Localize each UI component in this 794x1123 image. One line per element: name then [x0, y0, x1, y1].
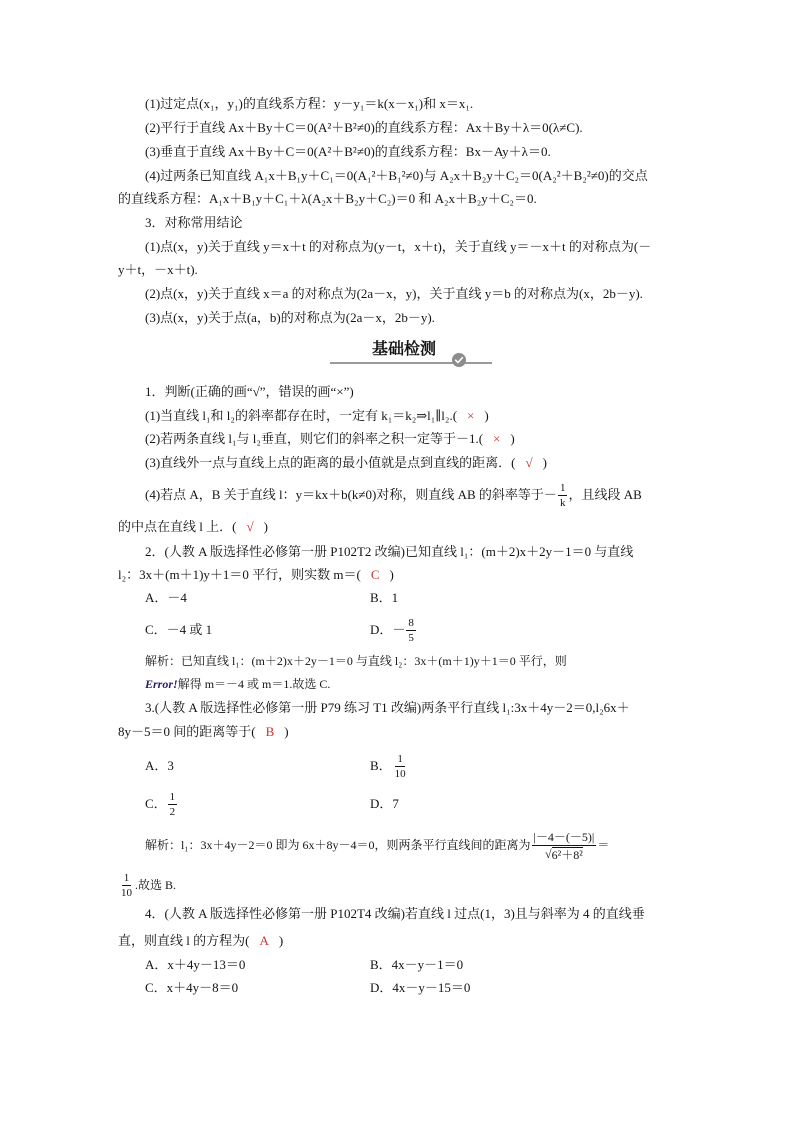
- fraction-denominator: 5: [408, 631, 414, 644]
- q1-item-3-text: (3)直线外一点与直线上点的距离的最小值就是点到直线的距离．(: [145, 455, 516, 470]
- q3-analysis-equals: ＝: [597, 838, 610, 852]
- radical-sign: √: [545, 846, 552, 861]
- q1-item-3-answer: √: [525, 455, 533, 470]
- q4-answer: A: [259, 933, 269, 948]
- fraction-numerator: 1: [559, 481, 566, 494]
- fraction-numerator: 1: [169, 790, 176, 803]
- q3-option-b-prefix: B．: [370, 758, 392, 773]
- q4-option-b-text: B．4x－y－1＝0: [370, 957, 464, 972]
- q3-option-c: [145, 787, 178, 821]
- q2-option-a-text: A．－4: [145, 590, 187, 605]
- q3-stem-text-2: 8y－5＝0 间的距离等于(: [118, 724, 256, 739]
- q3-analysis-text-2: .故选 B.: [135, 878, 177, 892]
- q3-option-a: [145, 756, 174, 776]
- check-circle-icon: [452, 353, 466, 367]
- system-eq-item-4-text-1: (4)过两条已知直线 A₁x＋B₁y＋C₁＝0(A₁²＋B₁²≠0)与 A₂x＋B₂y＋C₂＝0(A₂²＋B₂²≠0)的交点: [145, 168, 648, 183]
- symmetry-item-3-text: (3)点(x，y)关于点(a，b)的对称点为(2a－x，2b－y).: [145, 310, 435, 325]
- q1-item-4-fraction: [558, 481, 568, 510]
- q1-item-3-close: ): [542, 455, 547, 470]
- q2-answer: C: [370, 567, 380, 582]
- system-eq-item-4-text-2: 的直线系方程：A₁x＋B₁y＋C₁＋λ(A₂x＋B₂y＋C₂)＝0 和 A₂x＋B₂y＋C₂＝0.: [118, 191, 537, 206]
- q3-analysis-result-fraction: [119, 871, 134, 900]
- q1-item-1-text: (1)当直线 l₁和 l₂的斜率都存在时，一定有 k₁＝k₂⇒l₁∥l₂.(: [145, 408, 458, 423]
- fraction-numerator: |－4－(－5)|: [533, 829, 595, 844]
- q2-close: ): [389, 567, 394, 582]
- section-divider: [330, 362, 492, 364]
- q4-close: ): [278, 933, 284, 948]
- q4-option-b: [370, 955, 463, 975]
- q1-item-1: [145, 406, 489, 426]
- q3-analysis-distance-fraction: [532, 829, 597, 862]
- q1-item-4-line-1: [145, 478, 642, 512]
- q2-stem-line-1: [145, 542, 633, 562]
- symmetry-item-1-line-1: [145, 237, 651, 257]
- symmetry-item-2-text: (2)点(x，y)关于直线 x＝a 的对称点为(2a－x，y)，关于直线 y＝b 的对称点为(x，2b－y).: [145, 286, 643, 301]
- q3-stem-text-1: 3.(人教 A 版选择性必修第一册 P79 练习 T1 改编)两条平行直线 l₁:3x＋4y－2＝0,l₂6x＋: [145, 700, 630, 715]
- q2-stem-text-2: l₂：3x＋(m＋1)y＋1＝0 平行，则实数 m＝(: [118, 567, 361, 582]
- q3-option-d: [370, 794, 399, 814]
- q2-stem-line-2: [118, 565, 394, 585]
- q4-stem-line-2: [118, 931, 283, 951]
- q4-option-d: [370, 978, 470, 998]
- symmetry-item-1-text-1: (1)点(x，y)关于直线 y＝x＋t 的对称点为(y－t，x＋t)，关于直线 y＝－x＋t 的对称点为(－: [145, 239, 652, 254]
- system-eq-item-4-line-1: [145, 166, 648, 186]
- q4-option-a-text: A．x＋4y－13＝0: [145, 957, 246, 972]
- fraction-numerator: 1: [123, 871, 130, 884]
- q2-option-c: [145, 620, 212, 640]
- fraction-numerator: 1: [397, 752, 403, 765]
- section-title: 基础检测: [372, 341, 437, 358]
- q2-option-b: [370, 588, 398, 608]
- symmetry-item-1-text-2: y＋t，－x＋t).: [118, 262, 198, 277]
- q4-option-c-text: C．x＋4y－8＝0: [145, 980, 239, 995]
- q1-item-2-close: ): [510, 431, 515, 446]
- system-eq-item-1-text: (1)过定点(x₁，y₁)的直线系方程：y－y₁＝k(x－x₁)和 x＝x₁.: [145, 96, 474, 111]
- fraction-denominator: 10: [121, 886, 132, 899]
- q2-analysis-line-2: [145, 674, 330, 694]
- q1-item-2: [145, 429, 515, 449]
- q1-item-4-text-after: ，且线段 AB: [568, 487, 642, 502]
- fraction-denominator: [543, 846, 585, 862]
- radicand: 6²＋8²: [551, 847, 583, 862]
- q2-option-c-text: C．－4 或 1: [145, 622, 213, 637]
- q3-analysis-text-1: 解析：l₁：3x＋4y－2＝0 即为 6x＋8y－4＝0，则两条平行直线间的距离为: [145, 838, 531, 852]
- fraction-numerator: 8: [408, 616, 414, 629]
- q3-option-c-fraction: [168, 790, 178, 819]
- q3-analysis-line-1: [145, 824, 609, 866]
- fraction-denominator: k: [559, 496, 566, 509]
- q4-option-c: [145, 978, 238, 998]
- q1-item-3: [145, 453, 547, 473]
- q1-stem: [145, 382, 354, 402]
- symmetry-item-1-line-2: [118, 260, 198, 280]
- square-root: [545, 846, 583, 862]
- system-eq-item-3: [145, 142, 551, 162]
- q1-item-4-line-2: [118, 517, 268, 537]
- symmetry-heading: [145, 213, 243, 233]
- q1-item-4-close: ): [263, 519, 268, 534]
- q3-option-a-text: A．3: [145, 758, 174, 773]
- q3-option-d-text: D．7: [370, 796, 399, 811]
- symmetry-heading-text: 3．对称常用结论: [145, 215, 243, 230]
- system-eq-item-3-text: (3)垂直于直线 Ax＋By＋C＝0(A²＋B²≠0)的直线系方程：Bx－Ay＋λ＝0.: [145, 144, 551, 159]
- q2-option-d-fraction: [406, 616, 416, 645]
- q1-item-1-close: ): [484, 408, 489, 423]
- q2-stem-text-1: 2．(人教 A 版选择性必修第一册 P102T2 改编)已知直线 l₁：(m＋2)x＋2y－1＝0 与直线: [145, 544, 634, 559]
- q1-item-4-text-2: 的中点在直线 l 上．(: [118, 519, 237, 534]
- q3-close: ): [284, 724, 289, 739]
- system-eq-item-2-text: (2)平行于直线 Ax＋By＋C＝0(A²＋B²≠0)的直线系方程：Ax＋By＋λ＝0(λ≠C).: [145, 120, 583, 135]
- q4-option-a: [145, 955, 245, 975]
- q2-analysis-text-2: 解得 m＝－4 或 m＝1.故选 C.: [177, 677, 331, 691]
- q3-stem-line-2: [118, 722, 289, 742]
- fraction-denominator: 2: [169, 805, 176, 818]
- q1-item-2-answer: ×: [493, 431, 501, 446]
- q4-option-d-text: D．4x－y－15＝0: [370, 980, 471, 995]
- q2-option-a: [145, 588, 187, 608]
- system-eq-item-4-line-2: [118, 189, 537, 209]
- q1-item-4-answer: √: [246, 519, 254, 534]
- q3-option-b-fraction: [393, 752, 408, 781]
- q1-item-2-text: (2)若两条直线 l₁与 l₂垂直，则它们的斜率之积一定等于－1.(: [145, 431, 484, 446]
- q3-option-b: [370, 749, 409, 783]
- fraction-denominator: 10: [394, 767, 406, 780]
- q4-stem-line-1: [145, 904, 645, 924]
- q2-analysis-error: Error!: [145, 677, 178, 691]
- q2-option-b-text: B．1: [370, 590, 399, 605]
- system-eq-item-2: [145, 118, 583, 138]
- q2-option-d-prefix: D．－: [370, 622, 406, 637]
- q3-analysis-line-2: [118, 868, 176, 902]
- q4-stem-text-1: 4．(人教 A 版选择性必修第一册 P102T4 改编)若直线 l 过点(1，3)且与斜率为 4 的直线垂: [145, 906, 645, 921]
- q2-analysis-line-1: [145, 651, 567, 671]
- system-eq-item-1: [145, 94, 473, 114]
- symmetry-item-2: [145, 284, 643, 304]
- q4-stem-text-2: 直，则直线 l 的方程为(: [118, 933, 250, 948]
- q3-option-c-prefix: C．: [145, 796, 167, 811]
- symmetry-item-3: [145, 308, 435, 328]
- section-header: [330, 338, 496, 370]
- q1-item-1-answer: ×: [467, 408, 475, 423]
- q3-stem-line-1: [145, 698, 630, 718]
- q2-analysis-text-1: 解析：已知直线 l₁：(m＋2)x＋2y－1＝0 与直线 l₂：3x＋(m＋1)y＋1＝0 平行，则: [145, 654, 567, 668]
- q1-stem-text: 1．判断(正确的画“√”，错误的画“×”): [145, 384, 354, 399]
- q1-item-4-text-before: (4)若点 A，B 关于直线 l：y＝kx＋b(k≠0)对称，则直线 AB 的斜率等于－: [145, 487, 557, 502]
- q3-answer: B: [265, 724, 275, 739]
- q2-option-d: [370, 613, 417, 647]
